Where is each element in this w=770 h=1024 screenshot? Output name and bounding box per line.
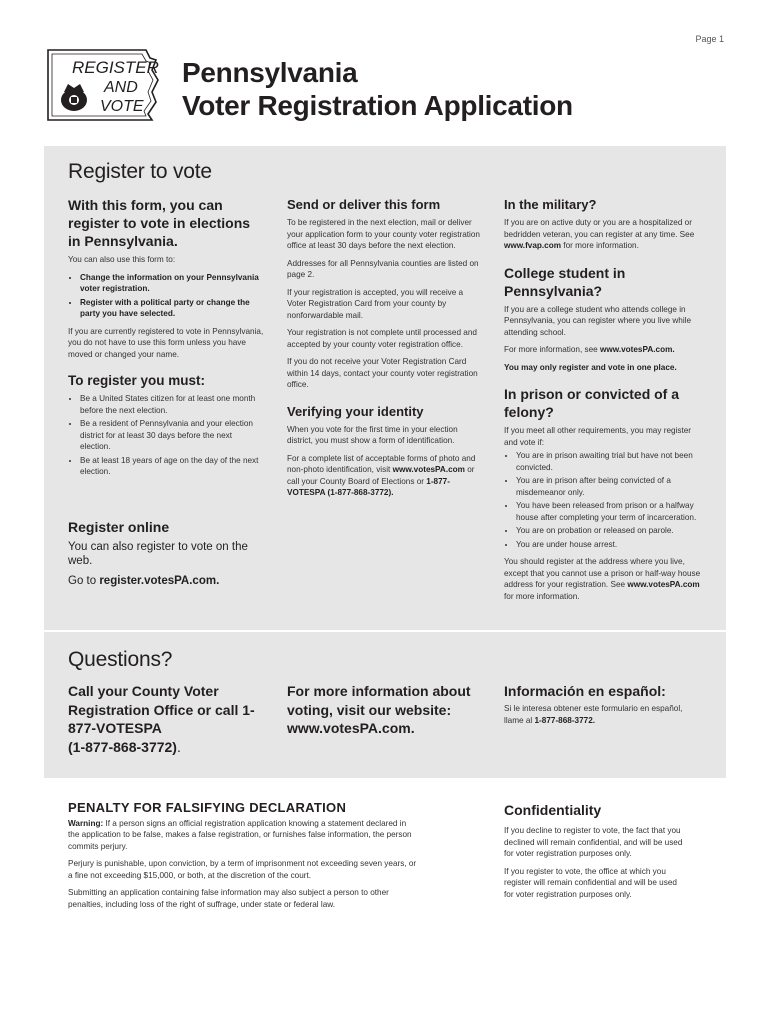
register-column-2: Send or deliver this form To be registered in the next election, mail or deliver your application form to your county voter registration office at least 30 days before the next election. Addresses for all Pennsylvania counties are listed on page 2. If your registration is accepted, you will receive a Voter Registration Card from your county by nonforwardable mail. Your registration is not complete until processed and accepted by your county voter registration office. If you do not receive your Voter Registration Card within 14 days, contact your county voter registration office. Verifying your identity When you vote for the first time in your election district, you must show a form of identification. For a complete list of acceptable forms of photo and non-photo identification, visit www.votesPA.com or call your County Board of Elections or 1-877-VOTESPA (1-877-868-3772). [287,196,483,505]
penalty-heading: PENALTY FOR FALSIFYING DECLARATION [68,800,347,815]
questions-call: Call your County Voter Registration Office or call 1-877-VOTESPA (1-877-868-3772). [68,683,255,755]
questions-spanish: Información en español: Si le interesa obtener este formulario en español, llame al 1-877-868-3772. [504,683,683,725]
votespa-link[interactable]: www.votesPA.com [627,580,700,589]
confidentiality-heading: Confidentiality [504,802,602,818]
register-online-link[interactable]: register.votesPA.com. [99,574,220,587]
college-heading: College student in Pennsylvania? [504,264,626,299]
penalty-section: PENALTY FOR FALSIFYING DECLARATION Warning: If a person signs an official registration application knowing a statement declared in the application to be false, makes a false registration, or furnishes false information, the person commits perjury. Perjury is punishable, upon conviction, by a term of imprisonment not exceeding seven years, or a fine not exceeding $15,000, or both, at the discretion of the court. Submitting an application containing false information may also subject a person to other penalties, including loss of the right of suffrage, under state or federal law. [68,800,417,909]
form-uses-list: • Change the information on your Pennsylvania voter registration. • Register with a political party or change the party you have selected. [68,272,264,320]
svg-text:VOTE: VOTE [100,98,144,115]
must-heading: To register you must: [68,373,206,388]
svg-text:AND: AND [104,79,138,96]
register-and-vote-logo [42,44,162,124]
register-online-heading: Register online [68,518,170,535]
verify-heading: Verifying your identity [287,403,424,419]
page-title: Pennsylvania Voter Registration Application [182,57,573,121]
pennsylvania-seal-icon [61,84,87,111]
register-column-3: In the military? If you are on active duty or you are a hospitalized or bedridden veteran, you can register at any time. See www.fvap.com for more information. College student in Pennsylvania? If you are a college student who attends college in Pennsylvania, you can register where you live while attending school. For more information, see www.votesPA.com. You may only register and vote in one place. In prison or convicted of a felony? If you meet all other requirements, you may register and vote if: • You are in prison awaiting trial but have not been convicted. • You are in prison after being convicted of a misdemeanor only. • You have been released from prison or a halfway house after completing your term of incarceration. • You are on probation or released on parole. • You are under house arrest. You should register at the address where you live, except that you cannot use a prison or half-way house address for your registration. See www.votesPA.com for more information. [504,196,702,608]
votespa-link[interactable]: www.votesPA.com. [600,345,675,354]
questions-heading: Questions? [68,648,173,671]
prison-heading: In prison or convicted of a felony? [504,386,680,420]
requirements-list: • Be a United States citizen for at least one month before the next election. • Be a resident of Pennsylvania and your election district for at least 30 days before the next election. • Be at least 18 years of age on the day of the next election. [68,393,264,478]
register-heading: Register to vote [68,160,212,183]
prison-list: • You are in prison awaiting trial but have not been convicted. • You are in prison after being convicted of a misdemeanor only. • You have been released from prison or a halfway house after completing your term of incarceration. • You are on probation or released on parole. • You are under house arrest. [504,450,702,550]
fvap-link[interactable]: www.fvap.com [504,241,562,250]
confidentiality-section: Confidentiality If you decline to register to vote, the fact that you declined will remain confidential, and will be used for voter registration purposes only. If you register to vote, the office at which you register will remain confidential and will be used for voter registration purposes only. [504,802,688,906]
register-column-1: With this form, you can register to vote in elections in Pennsylvania. You can also use this form to: • Change the information on your Pennsylvania voter registration. • Register with a political party or change the party you have selected. If you are currently registered to vote in Pennsylvania, you do not have to use this form unless you have moved or changed your name. To register you must: • Be a United States citizen for at least one month before the next election. • Be a resident of Pennsylvania and your election district for at least 30 days before the next election. • Be at least 18 years of age on the day of the next election. Register online You can also register to vote on the web. Go to register.votesPA.com. [68,196,264,588]
questions-website: For more information about voting, visit our website: www.votesPA.com. [287,683,471,736]
svg-text:REGISTER: REGISTER [72,58,159,77]
votespa-link[interactable]: www.votesPA.com [392,465,465,474]
page-number: Page 1 [695,34,724,44]
